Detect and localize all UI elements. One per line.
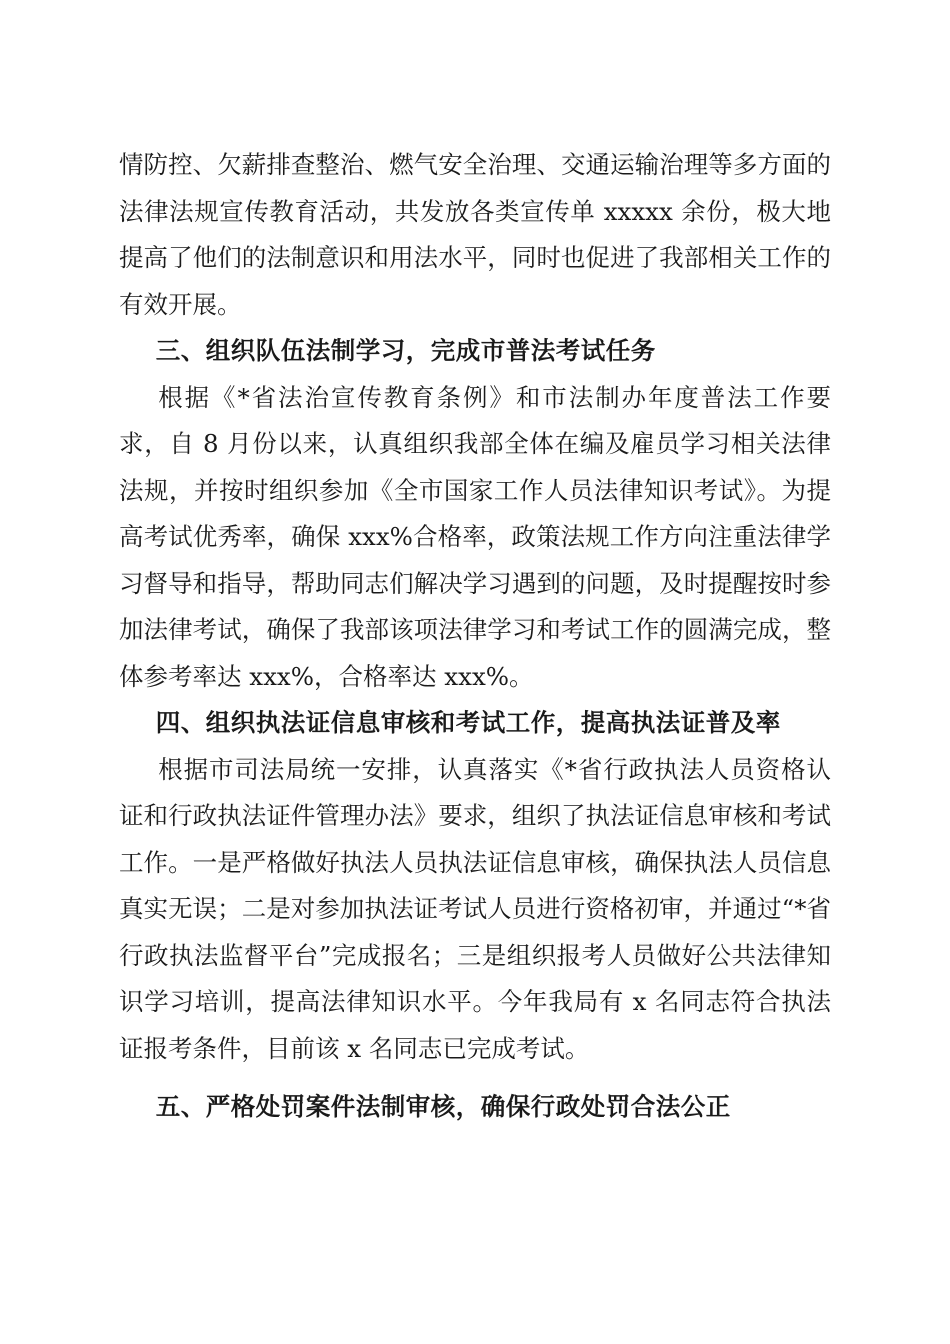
document-body: [119, 142, 831, 1131]
section-heading-5: 五、严格处罚案件法制审核，确保行政处罚合法公正: [155, 1092, 731, 1121]
paragraph-section-4: 根据市司法局统一安排，认真落实《*省行政执法人员资格认证和行政执法证件管理办法》要求，组织了执法证信息审核和考试工作。一是严格做好执法人员执法证信息审核，确保执法人员信息真实无误；二是对参加执法证考试人员进行资格初审，并通过“*省行政执法监督平台”完成报名；三是组织报考人员做好公共法律知识学习培训，提高法律知识水平。今年我局有 x 名同志符合执法证报考条件，目前该 x 名同志已完成考试。: [119, 754, 831, 1063]
paragraph-continuation: 情防控、欠薪排查整治、燃气安全治理、交通运输治理等多方面的法律法规宣传教育活动，共发放各类宣传单 xxxxx 余份，极大地提高了他们的法制意识和用法水平，同时也促进了我部相关工作的有效开展。: [119, 150, 831, 319]
paragraph-section-3: 根据《*省法治宣传教育条例》和市法制办年度普法工作要求，自 8 月份以来，认真组织我部全体在编及雇员学习相关法律法规，并按时组织参加《全市国家工作人员法律知识考试》。为提高考试优秀率，确保 xxx%合格率，政策法规工作方向注重法律学习督导和指导，帮助同志们解决学习遇到的问题，及时提醒按时参加法律考试，确保了我部该项法律学习和考试工作的圆满完成，整体参考率达 xxx%，合格率达 xxx%。: [119, 382, 831, 691]
section-heading-4: 四、组织执法证信息审核和考试工作，提高执法证普及率: [155, 708, 781, 737]
section-heading-3: 三、组织队伍法制学习，完成市普法考试任务: [155, 336, 656, 365]
